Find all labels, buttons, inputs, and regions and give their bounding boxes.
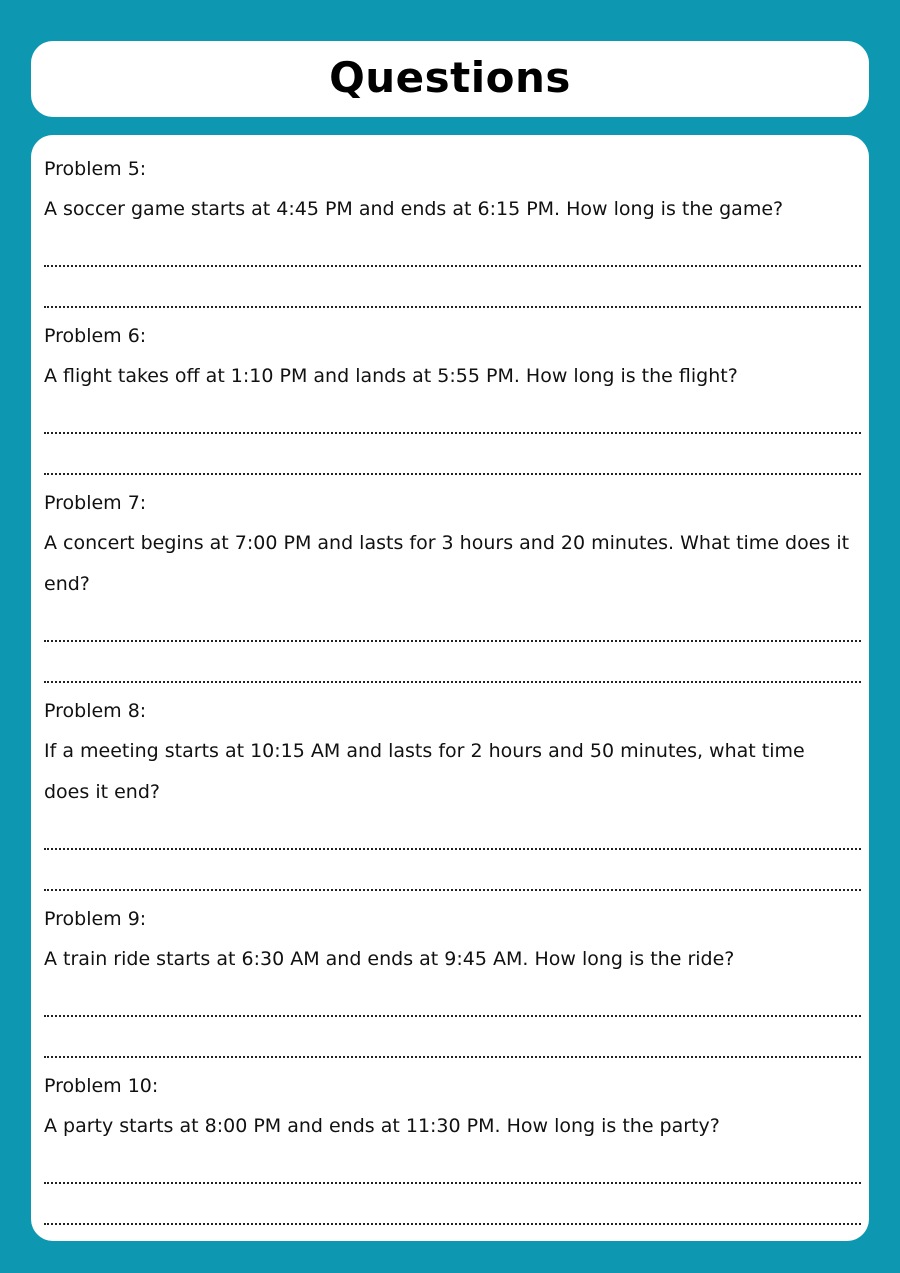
answer-line[interactable] bbox=[44, 1188, 852, 1229]
problem-question: A concert begins at 7:00 PM and lasts for 3 hours and 20 minutes. What time does it end? bbox=[44, 532, 850, 595]
page-title: Questions bbox=[329, 52, 571, 102]
problem-6 bbox=[44, 320, 852, 479]
answer-line[interactable] bbox=[44, 271, 852, 312]
problem-question: A soccer game starts at 4:45 PM and ends at 6:15 PM. How long is the game? bbox=[44, 198, 784, 220]
answer-line[interactable] bbox=[44, 980, 852, 1021]
problem-10 bbox=[44, 1070, 852, 1229]
problem-5 bbox=[44, 153, 852, 312]
problem-8 bbox=[44, 695, 852, 895]
answer-line[interactable] bbox=[44, 854, 852, 895]
problem-9 bbox=[44, 903, 852, 1062]
title-banner bbox=[31, 41, 869, 117]
problem-label: Problem 6: bbox=[44, 325, 147, 347]
answer-line[interactable] bbox=[44, 605, 852, 646]
problem-question: A flight takes off at 1:10 PM and lands at 5:55 PM. How long is the flight? bbox=[44, 365, 738, 387]
problem-label: Problem 8: bbox=[44, 700, 147, 722]
questions-panel bbox=[31, 135, 869, 1241]
problem-list bbox=[44, 153, 852, 1229]
problem-question: A train ride starts at 6:30 AM and ends at 9:45 AM. How long is the ride? bbox=[44, 948, 735, 970]
answer-line[interactable] bbox=[44, 813, 852, 854]
problem-label: Problem 9: bbox=[44, 908, 147, 930]
answer-line[interactable] bbox=[44, 1021, 852, 1062]
answer-line[interactable] bbox=[44, 646, 852, 687]
answer-line[interactable] bbox=[44, 1147, 852, 1188]
problem-label: Problem 10: bbox=[44, 1075, 159, 1097]
problem-question: If a meeting starts at 10:15 AM and lasts for 2 hours and 50 minutes, what time does it end? bbox=[44, 740, 805, 803]
answer-line[interactable] bbox=[44, 230, 852, 271]
problem-question: A party starts at 8:00 PM and ends at 11:30 PM. How long is the party? bbox=[44, 1115, 720, 1137]
answer-line[interactable] bbox=[44, 438, 852, 479]
answer-line[interactable] bbox=[44, 397, 852, 438]
problem-label: Problem 5: bbox=[44, 158, 147, 180]
problem-7 bbox=[44, 487, 852, 687]
problem-label: Problem 7: bbox=[44, 492, 147, 514]
